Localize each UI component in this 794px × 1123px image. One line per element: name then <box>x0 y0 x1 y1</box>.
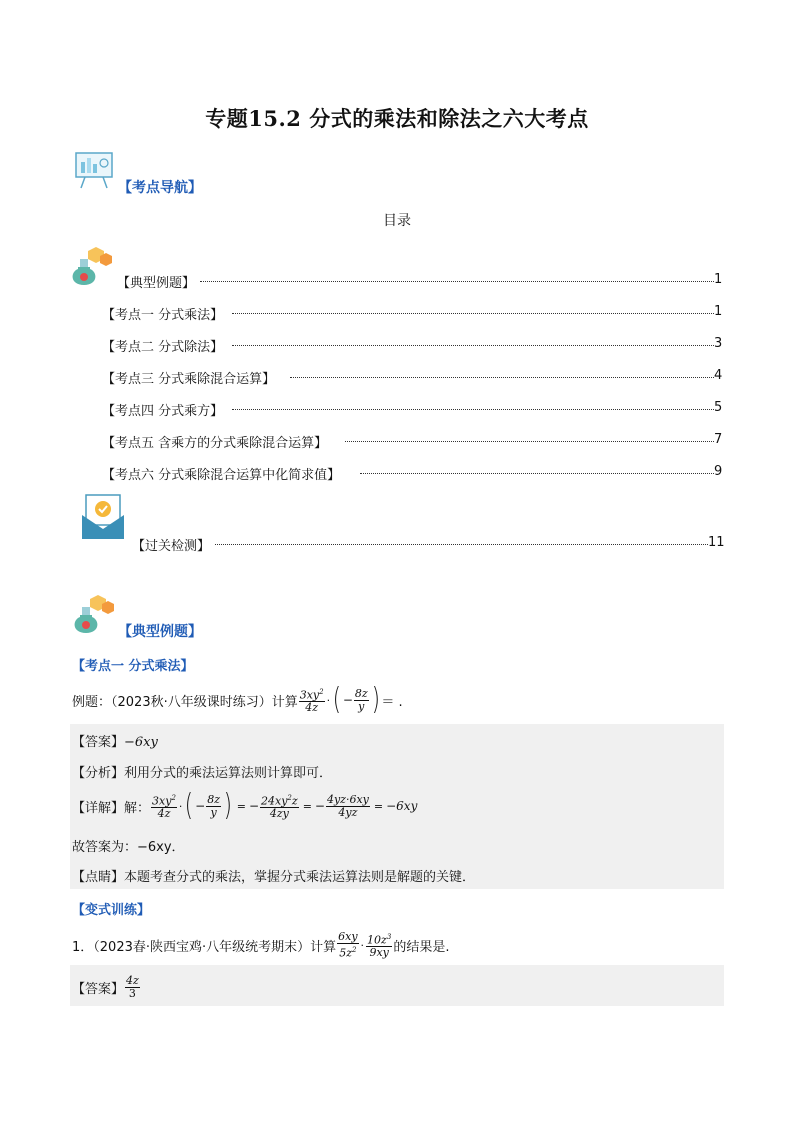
analysis-row <box>72 762 332 781</box>
detail-prefix: 解： <box>124 800 151 816</box>
comment-label: 【点睛】 <box>72 870 125 885</box>
toc-item-label: 【典型例题】 <box>117 272 197 291</box>
toc-item[interactable] <box>0 535 794 555</box>
variant-heading: 【变式训练】 <box>72 903 151 918</box>
toc-leader <box>232 345 714 346</box>
toc-leader <box>360 473 714 474</box>
fraction: $\frac{4yz\cdot 6xy}{4yz}$ <box>326 792 369 819</box>
envelope-check-icon <box>80 493 126 541</box>
comment-text: 本题考查分式的乘法，掌握分式乘法运算法则是解题的关键． <box>124 870 476 885</box>
analysis-text: 利用分式的乘法运算法则计算即可． <box>124 766 333 781</box>
detail-label: 【详解】 <box>72 800 125 816</box>
toc-item-label: 【考点三 分式乘除混合运算】 <box>102 368 277 387</box>
kaodian-heading: 【考点一 分式乘法】 <box>72 659 194 674</box>
toc-page-number: 3 <box>714 336 723 351</box>
detail-row: 【详解】 解： $\frac{3xy^2}{4z}$ · ( − $\frac{8z}{y}$ ) = − $\frac{24xy^2z}{4zy}$ = − $\frac{4yz\cdot 6xy}{4yz}$ = −6xy <box>72 788 418 823</box>
comment-row <box>72 866 475 885</box>
fraction: $\frac{24xy^2z}{4zy}$ <box>261 793 298 821</box>
toc-item-label: 【考点五 含乘方的分式乘除混合运算】 <box>102 432 329 451</box>
toc-leader <box>290 377 714 378</box>
exercise-question: 1．（2023春·陕西宝鸡·八年级统考期末）计算 $\frac{6xy}{5z^2}$ · $\frac{10z^3}{9xy}$ 的结果是. <box>72 929 450 960</box>
exercise-prefix: 1．（2023春·陕西宝鸡·八年级统考期末）计算 <box>72 939 337 955</box>
example-question: 例题：（2023秋·八年级课时练习）计算 $\frac{3xy^2}{4z}$ · ( − $\frac{8z}{y}$ ) ＝ . <box>72 682 403 717</box>
fraction: $\frac{4z}{3}$ <box>126 973 139 1000</box>
whiteboard-icon <box>73 150 117 190</box>
toc-item[interactable] <box>0 336 794 356</box>
answer-label: 【答案】 <box>72 735 125 750</box>
answer-label: 【答案】 <box>72 981 125 997</box>
fraction: $\frac{3xy^2}{4z}$ <box>299 687 324 715</box>
answer-row <box>72 970 141 1004</box>
toc-page-number: 9 <box>714 464 723 479</box>
conclusion: 故答案为：−6xy． <box>72 840 185 855</box>
answer-block <box>70 965 724 1006</box>
toc-item-label: 【考点六 分式乘除混合运算中化简求值】 <box>102 464 342 483</box>
page-title: 专题15.2 分式的乘法和除法之六大考点 <box>205 106 589 131</box>
example-suffix: ＝ . <box>381 694 403 710</box>
toc-item[interactable] <box>0 368 794 388</box>
toc-item-label: 【考点一 分式乘法】 <box>102 304 225 323</box>
toc-item[interactable] <box>0 272 794 292</box>
toc-item-label: 【考点四 分式乘方】 <box>102 400 225 419</box>
answer-row <box>72 731 158 750</box>
toc-page-number: 5 <box>714 400 723 415</box>
toc-leader <box>232 313 714 314</box>
toc-leader <box>215 544 708 545</box>
fraction: $\frac{8z}{y}$ <box>354 686 368 713</box>
nav-label: 【考点导航】 <box>118 180 202 196</box>
toc-item-label: 【考点二 分式除法】 <box>102 336 225 355</box>
toc-item[interactable] <box>0 400 794 420</box>
toc-leader <box>200 281 714 282</box>
toc-item[interactable] <box>0 464 794 484</box>
toc-heading: 目录 <box>383 213 411 229</box>
toc-item[interactable] <box>0 304 794 324</box>
fraction: $\frac{6xy}{5z^2}$ <box>338 929 358 960</box>
analysis-label: 【分析】 <box>72 766 125 781</box>
exercise-suffix: 的结果是. <box>393 939 450 955</box>
fraction: $\frac{10z^3}{9xy}$ <box>367 932 392 960</box>
toc-page-number: 11 <box>708 535 725 550</box>
section-title: 【典型例题】 <box>118 624 202 640</box>
fraction: $\frac{8z}{y}$ <box>207 792 220 819</box>
toc-page-number: 1 <box>714 304 723 319</box>
example-prefix: 例题：（2023秋·八年级课时练习）计算 <box>72 694 298 710</box>
toc-page-number: 1 <box>714 272 723 287</box>
toc-item-label: 【过关检测】 <box>132 535 212 554</box>
answer-value: −6xy <box>124 735 158 750</box>
toc-page-number: 7 <box>714 432 723 447</box>
toc-leader <box>345 441 714 442</box>
flask-icon <box>72 593 116 635</box>
toc-item[interactable] <box>0 432 794 452</box>
toc-leader <box>232 409 714 410</box>
toc-page-number: 4 <box>714 368 723 383</box>
fraction: $\frac{3xy^2}{4z}$ <box>152 793 176 821</box>
